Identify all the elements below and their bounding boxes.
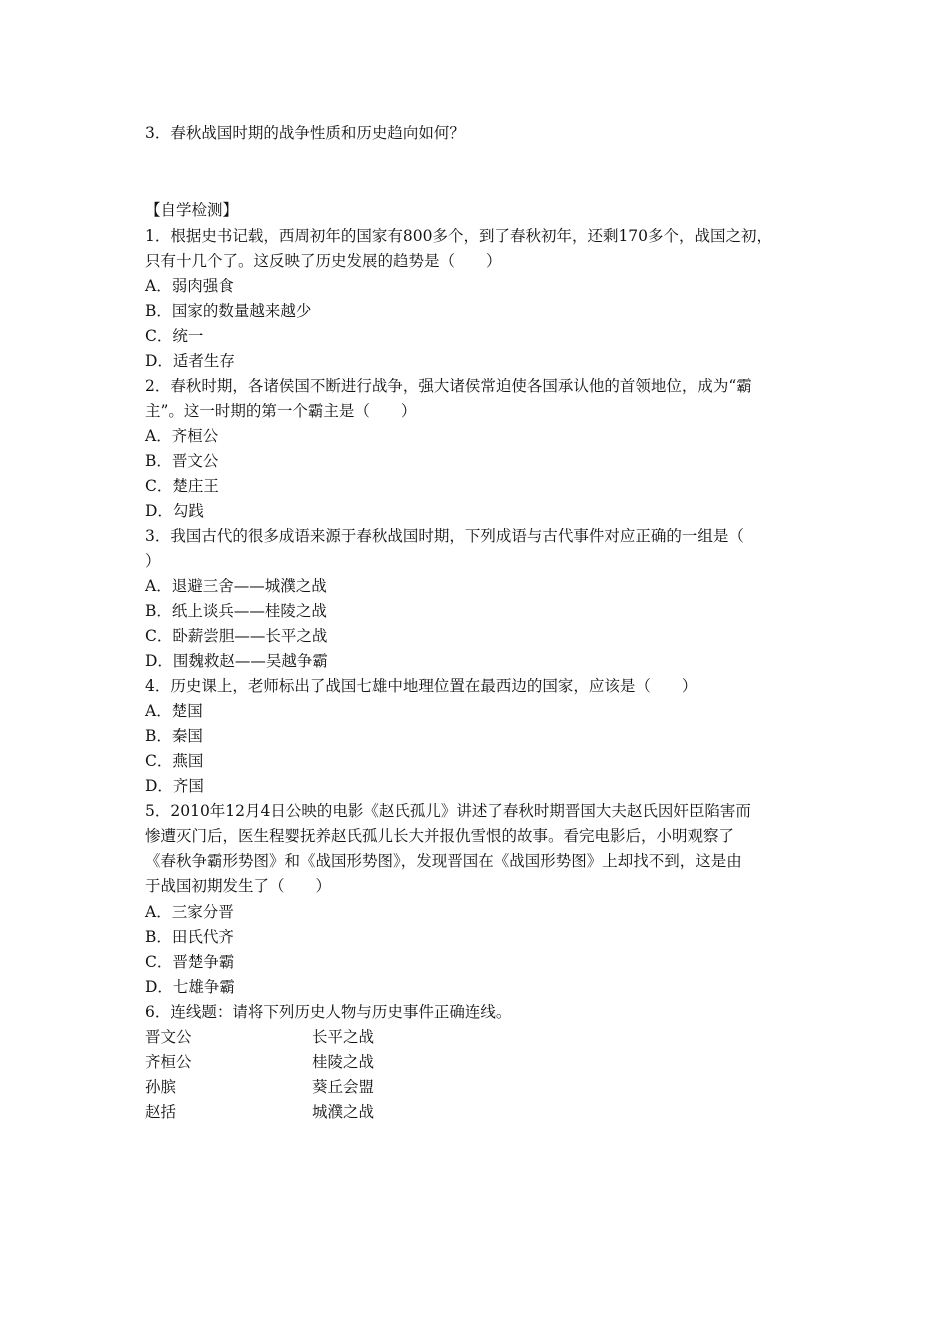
matching-event-3: 葵丘会盟 [312,1078,375,1096]
question-3-option-d: D．围魏救赵——吴越争霸 [145,652,328,670]
question-5-option-a: A．三家分晋 [145,903,234,921]
question-1-option-b: B．国家的数量越来越少 [145,302,312,320]
matching-person-3: 孙膑 [145,1078,177,1096]
reflection-question-3: 3．春秋战国时期的战争性质和历史趋向如何？ [145,124,465,142]
matching-person-4: 赵括 [145,1103,177,1121]
question-1-stem-line-1: 1．根据史书记载，西周初年的国家有800多个，到了春秋初年，还剩170多个，战国之初， [145,227,773,245]
question-3-stem-line-2: ） [145,552,161,570]
question-5-option-c: C．晋楚争霸 [145,953,235,971]
matching-person-2: 齐桓公 [145,1053,192,1071]
question-5-stem-line-4: 于战国初期发生了（ ） [145,877,332,895]
matching-event-4: 城濮之战 [312,1103,375,1121]
question-1-option-c: C．统一 [145,327,204,345]
question-4-option-b: B．秦国 [145,727,203,745]
matching-person-1: 晋文公 [145,1028,192,1046]
question-3-option-c: C．卧薪尝胆——长平之战 [145,627,328,645]
question-3-option-b: B．纸上谈兵——桂陵之战 [145,602,327,620]
question-2-option-a: A．齐桓公 [145,427,219,445]
question-4-option-d: D．齐国 [145,777,204,795]
question-2-option-c: C．楚庄王 [145,477,219,495]
question-4-stem: 4．历史课上，老师标出了战国七雄中地理位置在最西边的国家，应该是（ ） [145,677,698,695]
question-5-option-d: D．七雄争霸 [145,978,235,996]
matching-event-2: 桂陵之战 [312,1053,375,1071]
matching-event-1: 长平之战 [312,1028,375,1046]
question-5-stem-line-1: 5．2010年12月4日公映的电影《赵氏孤儿》讲述了春秋时期晋国大夫赵氏因奸臣陷害而 [145,802,751,820]
question-1-stem-line-2: 只有十几个了。这反映了历史发展的趋势是（ ） [145,252,502,270]
question-5-stem-line-3: 《春秋争霸形势图》和《战国形势图》，发现晋国在《战国形势图》上却找不到，这是由 [145,852,742,870]
question-2-option-b: B．晋文公 [145,452,219,470]
question-2-stem-line-2: 主”。这一时期的第一个霸主是（ ） [145,402,417,420]
question-1-option-d: D．适者生存 [145,352,235,370]
question-4-option-a: A．楚国 [145,702,203,720]
question-4-option-c: C．燕国 [145,752,204,770]
question-2-stem-line-1: 2．春秋时期，各诸侯国不断进行战争，强大诸侯常迫使各国承认他的首领地位，成为“霸 [145,377,752,395]
question-3-option-a: A．退避三舍——城濮之战 [145,577,327,595]
question-5-option-b: B．田氏代齐 [145,928,234,946]
question-5-stem-line-2: 惨遭灭门后，医生程婴抚养赵氏孤儿长大并报仇雪恨的故事。看完电影后，小明观察了 [145,827,735,845]
question-1-option-a: A．弱肉强食 [145,277,234,295]
question-3-stem-line-1: 3．我国古代的很多成语来源于春秋战国时期，下列成语与古代事件对应正确的一组是（ [145,527,744,545]
section-title: 【自学检测】 [145,201,239,219]
question-6-stem: 6．连线题：请将下列历史人物与历史事件正确连线。 [145,1003,512,1021]
question-2-option-d: D．勾践 [145,502,204,520]
